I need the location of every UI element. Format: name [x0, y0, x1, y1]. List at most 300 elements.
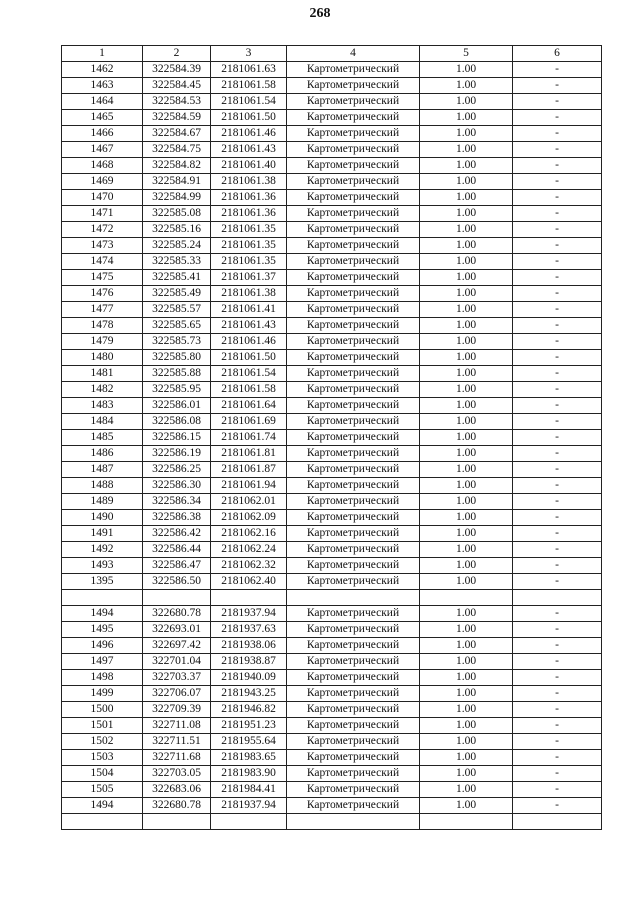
method-cell: Картометрический — [287, 766, 420, 782]
method-cell: Картометрический — [287, 750, 420, 766]
page-number: 268 — [309, 6, 331, 21]
accuracy-cell: 1.00 — [420, 174, 513, 190]
accuracy-cell: 1.00 — [420, 78, 513, 94]
point-number-cell: 1471 — [62, 206, 143, 222]
method-cell: Картометрический — [287, 254, 420, 270]
note-cell: - — [513, 750, 602, 766]
accuracy-cell: 1.00 — [420, 126, 513, 142]
table-row — [62, 638, 602, 654]
table-row — [62, 670, 602, 686]
point-number-cell: 1496 — [62, 638, 143, 654]
y-coordinate-cell: 2181061.54 — [211, 366, 287, 382]
point-number-cell: 1483 — [62, 398, 143, 414]
y-coordinate-cell: 2181938.87 — [211, 654, 287, 670]
x-coordinate-cell: 322585.80 — [143, 350, 211, 366]
accuracy-cell: 1.00 — [420, 334, 513, 350]
y-coordinate-cell: 2181061.94 — [211, 478, 287, 494]
table-row — [62, 142, 602, 158]
y-coordinate-cell: 2181951.23 — [211, 718, 287, 734]
accuracy-cell: 1.00 — [420, 734, 513, 750]
accuracy-cell: 1.00 — [420, 286, 513, 302]
x-coordinate-cell: 322706.07 — [143, 686, 211, 702]
table-row — [62, 718, 602, 734]
x-coordinate-cell: 322585.16 — [143, 222, 211, 238]
accuracy-cell: 1.00 — [420, 478, 513, 494]
table-row — [62, 558, 602, 574]
y-coordinate-cell: 2181061.58 — [211, 382, 287, 398]
note-cell: - — [513, 398, 602, 414]
note-cell: - — [513, 686, 602, 702]
accuracy-cell: 1.00 — [420, 718, 513, 734]
accuracy-cell: 1.00 — [420, 270, 513, 286]
accuracy-cell: 1.00 — [420, 430, 513, 446]
method-cell: Картометрический — [287, 718, 420, 734]
empty-cell — [513, 590, 602, 606]
x-coordinate-cell: 322683.06 — [143, 782, 211, 798]
point-number-cell: 1469 — [62, 174, 143, 190]
accuracy-cell: 1.00 — [420, 766, 513, 782]
accuracy-cell: 1.00 — [420, 158, 513, 174]
y-coordinate-cell: 2181061.40 — [211, 158, 287, 174]
method-cell: Картометрический — [287, 510, 420, 526]
method-cell: Картометрический — [287, 126, 420, 142]
table-row — [62, 318, 602, 334]
method-cell: Картометрический — [287, 142, 420, 158]
y-coordinate-cell: 2181061.43 — [211, 142, 287, 158]
note-cell: - — [513, 158, 602, 174]
accuracy-cell: 1.00 — [420, 782, 513, 798]
point-number-cell: 1475 — [62, 270, 143, 286]
column-header: 1 — [62, 46, 143, 62]
table-row — [62, 766, 602, 782]
x-coordinate-cell: 322585.88 — [143, 366, 211, 382]
note-cell: - — [513, 782, 602, 798]
y-coordinate-cell: 2181983.90 — [211, 766, 287, 782]
table-row — [62, 574, 602, 590]
point-number-cell: 1500 — [62, 702, 143, 718]
accuracy-cell: 1.00 — [420, 206, 513, 222]
column-header: 2 — [143, 46, 211, 62]
separator-row — [62, 590, 602, 606]
point-number-cell: 1493 — [62, 558, 143, 574]
table-row — [62, 254, 602, 270]
method-cell: Картометрический — [287, 526, 420, 542]
method-cell: Картометрический — [287, 190, 420, 206]
y-coordinate-cell: 2181061.38 — [211, 286, 287, 302]
method-cell: Картометрический — [287, 430, 420, 446]
table-row — [62, 414, 602, 430]
accuracy-cell: 1.00 — [420, 302, 513, 318]
y-coordinate-cell: 2181062.40 — [211, 574, 287, 590]
point-number-cell: 1480 — [62, 350, 143, 366]
empty-cell — [420, 590, 513, 606]
method-cell: Картометрический — [287, 382, 420, 398]
point-number-cell: 1499 — [62, 686, 143, 702]
table-row — [62, 158, 602, 174]
table-row — [62, 782, 602, 798]
x-coordinate-cell: 322586.38 — [143, 510, 211, 526]
y-coordinate-cell: 2181062.16 — [211, 526, 287, 542]
accuracy-cell: 1.00 — [420, 350, 513, 366]
table-row — [62, 510, 602, 526]
accuracy-cell: 1.00 — [420, 366, 513, 382]
x-coordinate-cell: 322711.08 — [143, 718, 211, 734]
x-coordinate-cell: 322585.73 — [143, 334, 211, 350]
table-row — [62, 174, 602, 190]
note-cell: - — [513, 286, 602, 302]
note-cell: - — [513, 238, 602, 254]
y-coordinate-cell: 2181946.82 — [211, 702, 287, 718]
table-row — [62, 94, 602, 110]
method-cell: Картометрический — [287, 670, 420, 686]
x-coordinate-cell: 322697.42 — [143, 638, 211, 654]
note-cell: - — [513, 254, 602, 270]
table-row — [62, 302, 602, 318]
note-cell: - — [513, 494, 602, 510]
method-cell: Картометрический — [287, 446, 420, 462]
note-cell: - — [513, 766, 602, 782]
table-row — [62, 222, 602, 238]
note-cell: - — [513, 414, 602, 430]
point-number-cell: 1492 — [62, 542, 143, 558]
note-cell: - — [513, 206, 602, 222]
point-number-cell: 1476 — [62, 286, 143, 302]
note-cell: - — [513, 350, 602, 366]
note-cell: - — [513, 798, 602, 814]
x-coordinate-cell: 322586.47 — [143, 558, 211, 574]
point-number-cell: 1466 — [62, 126, 143, 142]
y-coordinate-cell: 2181061.46 — [211, 126, 287, 142]
empty-cell — [143, 814, 211, 830]
accuracy-cell: 1.00 — [420, 622, 513, 638]
note-cell: - — [513, 462, 602, 478]
method-cell: Картометрический — [287, 94, 420, 110]
method-cell: Картометрический — [287, 366, 420, 382]
x-coordinate-cell: 322586.44 — [143, 542, 211, 558]
note-cell: - — [513, 382, 602, 398]
empty-cell — [513, 814, 602, 830]
point-number-cell: 1472 — [62, 222, 143, 238]
method-cell: Картометрический — [287, 686, 420, 702]
note-cell: - — [513, 606, 602, 622]
accuracy-cell: 1.00 — [420, 142, 513, 158]
point-number-cell: 1473 — [62, 238, 143, 254]
y-coordinate-cell: 2181938.06 — [211, 638, 287, 654]
table-row — [62, 494, 602, 510]
empty-cell — [287, 814, 420, 830]
empty-cell — [211, 590, 287, 606]
x-coordinate-cell: 322586.42 — [143, 526, 211, 542]
table-row — [62, 78, 602, 94]
y-coordinate-cell: 2181955.64 — [211, 734, 287, 750]
table-row — [62, 686, 602, 702]
x-coordinate-cell: 322585.95 — [143, 382, 211, 398]
point-number-cell: 1481 — [62, 366, 143, 382]
table-row — [62, 398, 602, 414]
y-coordinate-cell: 2181061.74 — [211, 430, 287, 446]
x-coordinate-cell: 322584.39 — [143, 62, 211, 78]
point-number-cell: 1482 — [62, 382, 143, 398]
table-row — [62, 654, 602, 670]
x-coordinate-cell: 322701.04 — [143, 654, 211, 670]
point-number-cell: 1495 — [62, 622, 143, 638]
note-cell: - — [513, 622, 602, 638]
y-coordinate-cell: 2181943.25 — [211, 686, 287, 702]
table-row — [62, 702, 602, 718]
y-coordinate-cell: 2181937.94 — [211, 606, 287, 622]
method-cell: Картометрический — [287, 270, 420, 286]
accuracy-cell: 1.00 — [420, 574, 513, 590]
note-cell: - — [513, 478, 602, 494]
table-body — [62, 46, 602, 830]
y-coordinate-cell: 2181062.09 — [211, 510, 287, 526]
point-number-cell: 1484 — [62, 414, 143, 430]
note-cell: - — [513, 62, 602, 78]
note-cell: - — [513, 174, 602, 190]
method-cell: Картометрический — [287, 350, 420, 366]
table-row — [62, 206, 602, 222]
note-cell: - — [513, 94, 602, 110]
point-number-cell: 1470 — [62, 190, 143, 206]
point-number-cell: 1489 — [62, 494, 143, 510]
point-number-cell: 1487 — [62, 462, 143, 478]
point-number-cell: 1503 — [62, 750, 143, 766]
x-coordinate-cell: 322584.45 — [143, 78, 211, 94]
point-number-cell: 1477 — [62, 302, 143, 318]
method-cell: Картометрический — [287, 158, 420, 174]
method-cell: Картометрический — [287, 286, 420, 302]
note-cell: - — [513, 670, 602, 686]
column-header: 5 — [420, 46, 513, 62]
point-number-cell: 1464 — [62, 94, 143, 110]
table-row — [62, 622, 602, 638]
x-coordinate-cell: 322586.08 — [143, 414, 211, 430]
note-cell: - — [513, 526, 602, 542]
x-coordinate-cell: 322585.65 — [143, 318, 211, 334]
table-row — [62, 270, 602, 286]
accuracy-cell: 1.00 — [420, 686, 513, 702]
note-cell: - — [513, 510, 602, 526]
point-number-cell: 1501 — [62, 718, 143, 734]
table-row — [62, 798, 602, 814]
coordinates-table — [61, 45, 602, 830]
x-coordinate-cell: 322586.34 — [143, 494, 211, 510]
y-coordinate-cell: 2181061.36 — [211, 206, 287, 222]
accuracy-cell: 1.00 — [420, 654, 513, 670]
method-cell: Картометрический — [287, 654, 420, 670]
y-coordinate-cell: 2181061.36 — [211, 190, 287, 206]
point-number-cell: 1505 — [62, 782, 143, 798]
point-number-cell: 1468 — [62, 158, 143, 174]
note-cell: - — [513, 654, 602, 670]
method-cell: Картометрический — [287, 782, 420, 798]
y-coordinate-cell: 2181061.63 — [211, 62, 287, 78]
x-coordinate-cell: 322693.01 — [143, 622, 211, 638]
x-coordinate-cell: 322586.15 — [143, 430, 211, 446]
note-cell: - — [513, 366, 602, 382]
y-coordinate-cell: 2181061.35 — [211, 238, 287, 254]
note-cell: - — [513, 190, 602, 206]
method-cell: Картометрический — [287, 574, 420, 590]
x-coordinate-cell: 322585.08 — [143, 206, 211, 222]
note-cell: - — [513, 446, 602, 462]
method-cell: Картометрический — [287, 478, 420, 494]
x-coordinate-cell: 322584.75 — [143, 142, 211, 158]
accuracy-cell: 1.00 — [420, 606, 513, 622]
y-coordinate-cell: 2181061.37 — [211, 270, 287, 286]
method-cell: Картометрический — [287, 222, 420, 238]
x-coordinate-cell: 322584.99 — [143, 190, 211, 206]
x-coordinate-cell: 322586.25 — [143, 462, 211, 478]
y-coordinate-cell: 2181062.32 — [211, 558, 287, 574]
y-coordinate-cell: 2181061.50 — [211, 110, 287, 126]
x-coordinate-cell: 322680.78 — [143, 606, 211, 622]
accuracy-cell: 1.00 — [420, 526, 513, 542]
note-cell: - — [513, 702, 602, 718]
table-row — [62, 462, 602, 478]
point-number-cell: 1494 — [62, 606, 143, 622]
method-cell: Картометрический — [287, 542, 420, 558]
y-coordinate-cell: 2181061.50 — [211, 350, 287, 366]
x-coordinate-cell: 322584.53 — [143, 94, 211, 110]
y-coordinate-cell: 2181984.41 — [211, 782, 287, 798]
table-row — [62, 542, 602, 558]
point-number-cell: 1467 — [62, 142, 143, 158]
method-cell: Картометрический — [287, 206, 420, 222]
y-coordinate-cell: 2181937.94 — [211, 798, 287, 814]
method-cell: Картометрический — [287, 174, 420, 190]
x-coordinate-cell: 322584.59 — [143, 110, 211, 126]
accuracy-cell: 1.00 — [420, 510, 513, 526]
method-cell: Картометрический — [287, 318, 420, 334]
y-coordinate-cell: 2181937.63 — [211, 622, 287, 638]
point-number-cell: 1465 — [62, 110, 143, 126]
table-row — [62, 446, 602, 462]
point-number-cell: 1490 — [62, 510, 143, 526]
note-cell: - — [513, 638, 602, 654]
x-coordinate-cell: 322584.91 — [143, 174, 211, 190]
accuracy-cell: 1.00 — [420, 702, 513, 718]
point-number-cell: 1478 — [62, 318, 143, 334]
accuracy-cell: 1.00 — [420, 110, 513, 126]
note-cell: - — [513, 734, 602, 750]
note-cell: - — [513, 430, 602, 446]
accuracy-cell: 1.00 — [420, 94, 513, 110]
note-cell: - — [513, 558, 602, 574]
table-row — [62, 190, 602, 206]
accuracy-cell: 1.00 — [420, 190, 513, 206]
x-coordinate-cell: 322584.67 — [143, 126, 211, 142]
empty-cell — [62, 814, 143, 830]
method-cell: Картометрический — [287, 702, 420, 718]
accuracy-cell: 1.00 — [420, 750, 513, 766]
y-coordinate-cell: 2181061.35 — [211, 222, 287, 238]
column-header: 4 — [287, 46, 420, 62]
point-number-cell: 1488 — [62, 478, 143, 494]
accuracy-cell: 1.00 — [420, 62, 513, 78]
y-coordinate-cell: 2181061.54 — [211, 94, 287, 110]
accuracy-cell: 1.00 — [420, 462, 513, 478]
table-row — [62, 238, 602, 254]
table-row — [62, 110, 602, 126]
y-coordinate-cell: 2181061.58 — [211, 78, 287, 94]
method-cell: Картометрический — [287, 638, 420, 654]
point-number-cell: 1485 — [62, 430, 143, 446]
table-row — [62, 430, 602, 446]
method-cell: Картометрический — [287, 462, 420, 478]
accuracy-cell: 1.00 — [420, 222, 513, 238]
note-cell: - — [513, 270, 602, 286]
note-cell: - — [513, 542, 602, 558]
x-coordinate-cell: 322585.49 — [143, 286, 211, 302]
accuracy-cell: 1.00 — [420, 638, 513, 654]
table-row — [62, 366, 602, 382]
point-number-cell: 1502 — [62, 734, 143, 750]
note-cell: - — [513, 126, 602, 142]
x-coordinate-cell: 322680.78 — [143, 798, 211, 814]
y-coordinate-cell: 2181061.43 — [211, 318, 287, 334]
method-cell: Картометрический — [287, 494, 420, 510]
empty-row — [62, 814, 602, 830]
x-coordinate-cell: 322586.01 — [143, 398, 211, 414]
method-cell: Картометрический — [287, 734, 420, 750]
method-cell: Картометрический — [287, 238, 420, 254]
table-row — [62, 286, 602, 302]
method-cell: Картометрический — [287, 110, 420, 126]
x-coordinate-cell: 322703.05 — [143, 766, 211, 782]
x-coordinate-cell: 322586.19 — [143, 446, 211, 462]
accuracy-cell: 1.00 — [420, 414, 513, 430]
method-cell: Картометрический — [287, 558, 420, 574]
y-coordinate-cell: 2181061.81 — [211, 446, 287, 462]
method-cell: Картометрический — [287, 414, 420, 430]
y-coordinate-cell: 2181061.38 — [211, 174, 287, 190]
accuracy-cell: 1.00 — [420, 798, 513, 814]
x-coordinate-cell: 322585.41 — [143, 270, 211, 286]
y-coordinate-cell: 2181061.87 — [211, 462, 287, 478]
column-header: 6 — [513, 46, 602, 62]
note-cell: - — [513, 318, 602, 334]
accuracy-cell: 1.00 — [420, 318, 513, 334]
x-coordinate-cell: 322711.51 — [143, 734, 211, 750]
x-coordinate-cell: 322711.68 — [143, 750, 211, 766]
point-number-cell: 1463 — [62, 78, 143, 94]
point-number-cell: 1474 — [62, 254, 143, 270]
table-row — [62, 750, 602, 766]
accuracy-cell: 1.00 — [420, 238, 513, 254]
note-cell: - — [513, 334, 602, 350]
accuracy-cell: 1.00 — [420, 494, 513, 510]
accuracy-cell: 1.00 — [420, 446, 513, 462]
y-coordinate-cell: 2181061.46 — [211, 334, 287, 350]
x-coordinate-cell: 322586.50 — [143, 574, 211, 590]
point-number-cell: 1395 — [62, 574, 143, 590]
note-cell: - — [513, 110, 602, 126]
note-cell: - — [513, 302, 602, 318]
x-coordinate-cell: 322585.57 — [143, 302, 211, 318]
point-number-cell: 1491 — [62, 526, 143, 542]
x-coordinate-cell: 322585.24 — [143, 238, 211, 254]
empty-cell — [420, 814, 513, 830]
table-row — [62, 478, 602, 494]
table-row — [62, 382, 602, 398]
y-coordinate-cell: 2181061.41 — [211, 302, 287, 318]
method-cell: Картометрический — [287, 398, 420, 414]
y-coordinate-cell: 2181940.09 — [211, 670, 287, 686]
table-row — [62, 606, 602, 622]
note-cell: - — [513, 142, 602, 158]
point-number-cell: 1479 — [62, 334, 143, 350]
